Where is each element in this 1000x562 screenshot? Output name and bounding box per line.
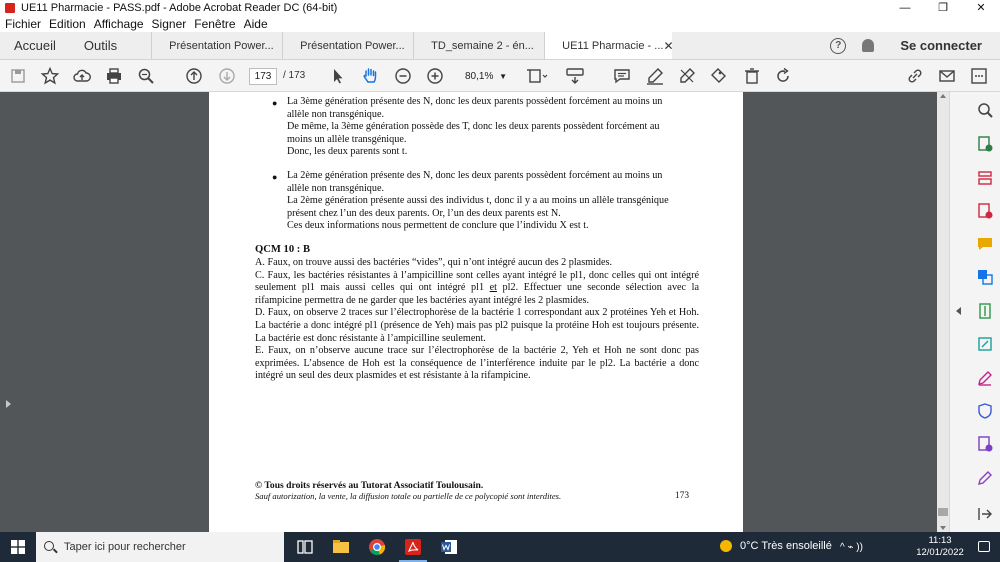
help-icon[interactable]: ? <box>830 38 846 54</box>
text-line: La 3ème génération présente des N, donc les deux parents possèdent forcément au moins un <box>287 96 663 107</box>
answer-a: A. Faux, on trouve aussi des bactéries “vides”, qui n’ont intégré aucun des 2 plasmides. <box>255 257 613 268</box>
menu-file[interactable]: Fichier <box>5 17 42 31</box>
tab-document-2[interactable]: Présentation Power... <box>282 32 413 59</box>
window-title: UE11 Pharmacie - PASS.pdf - Adobe Acrobat Reader DC (64-bit) <box>21 2 338 14</box>
text-line: allèle non transgénique. <box>287 182 385 194</box>
answer-d: D. Faux, on observe 2 traces sur l’électrophorèse de la bactérie 1 correspondant aux 2 protéines Yeh et Hoh. La bactérie a donc intégré pl1 (présence de Yeh) mais pas pl2 puisque la protéine Hoh est toujours présente. La bactérie est donc résistante à l’ampicilline seulement. <box>255 307 699 344</box>
menu-window[interactable]: Fenêtre <box>194 17 236 31</box>
text-line: La 2ème génération présente aussi des individus t, donc il y a au moins un allèle transgénique <box>287 195 669 207</box>
rotate-icon[interactable] <box>774 67 792 85</box>
tab-tools[interactable]: Outils <box>83 38 118 53</box>
left-gutter <box>0 92 209 532</box>
vertical-scrollbar[interactable] <box>937 92 949 532</box>
highlight-pen-icon[interactable] <box>646 67 664 85</box>
weather-text: 0°C Très ensoleillé <box>740 540 832 552</box>
scroll-down-icon[interactable] <box>940 526 946 530</box>
menu-view[interactable]: Affichage <box>93 17 144 31</box>
chevron-down-icon: ▼ <box>499 72 507 81</box>
tab-home[interactable]: Accueil <box>14 38 56 53</box>
answer-c: C. Faux, les bactéries résistantes à l’ampicilline sont celles ayant intégré le pl1, donc celles qui ont intégré seulement pl1 mais aussi celles qui ont intégré pl1 et pl2. Effectuer une seconde sélection avec la rifampicine permettra de ne garder que les bactéries ayant intégré les 2 plasmides. <box>255 269 699 306</box>
toolbar <box>0 60 1000 92</box>
combine-files-icon[interactable] <box>977 269 993 285</box>
find-zoom-icon[interactable] <box>137 67 155 85</box>
chrome-icon[interactable] <box>368 538 386 556</box>
windows-start-icon[interactable] <box>11 540 25 554</box>
text-line: présent chez l’un des deux parents. Or, l’un des deux parents est N. <box>287 207 561 219</box>
tab-document-1[interactable]: Présentation Power... <box>151 32 282 59</box>
bullet-marker: ● <box>272 172 278 182</box>
minimize-button[interactable]: — <box>899 2 911 14</box>
search-icon <box>44 541 54 551</box>
page-number: 173 <box>675 491 690 501</box>
system-tray[interactable]: ^ ⌁ )) <box>840 542 863 553</box>
upload-cloud-icon[interactable] <box>73 67 91 85</box>
zoom-out-icon[interactable] <box>394 67 412 85</box>
signin-button[interactable]: Se connecter <box>900 38 982 53</box>
answers-block <box>255 257 699 383</box>
search-zoom-icon[interactable] <box>977 102 993 118</box>
delete-icon[interactable] <box>743 67 761 85</box>
text-line: Ces deux informations nous permettent de conclure que l’individu X est t. <box>287 220 589 232</box>
tab-document-active[interactable] <box>544 32 672 59</box>
file-explorer-icon[interactable] <box>332 538 350 556</box>
share-link-icon[interactable] <box>906 67 924 85</box>
bullet-paragraph-2 <box>287 170 699 233</box>
menu-help[interactable]: Aide <box>243 17 268 31</box>
right-tools-pane <box>949 92 1000 532</box>
zoom-level-select[interactable] <box>455 68 513 85</box>
close-button[interactable]: ✕ <box>976 2 986 14</box>
weather-widget[interactable] <box>720 540 832 552</box>
tab-document-active-label: UE11 Pharmacie - ... <box>562 39 664 52</box>
menu-sign[interactable]: Signer <box>151 17 187 31</box>
expand-pane-arrow-icon[interactable] <box>977 506 993 522</box>
clock[interactable] <box>910 535 970 559</box>
word-icon[interactable] <box>440 538 458 556</box>
clock-time: 11:13 <box>928 535 952 546</box>
bullet-paragraph-1 <box>287 96 699 159</box>
comment-icon[interactable] <box>613 67 631 85</box>
bell-icon[interactable] <box>862 39 874 52</box>
text-line: Donc, les deux parents sont t. <box>287 146 408 158</box>
qcm-heading: QCM 10 : B <box>255 244 311 255</box>
expand-left-pane-icon[interactable] <box>6 400 11 408</box>
save-icon[interactable] <box>10 67 26 85</box>
title-bar <box>0 0 1000 16</box>
compress-pdf-icon[interactable] <box>977 303 993 319</box>
more-tools-pen-icon[interactable] <box>977 470 993 486</box>
scroll-up-icon[interactable] <box>940 94 946 98</box>
edit-pdf-icon[interactable] <box>977 336 993 352</box>
answer-e: E. Faux, on n’observe aucune trace sur l’électrophorèse de la bactérie 2, Yeh et Hoh ne sont donc pas exprimées. L’absence de Hoh est la conséquence de l’interférence induite par le pl2. La bactérie a donc intégré un seul des deux plasmides et est résistante à la rifampicine. <box>255 345 699 382</box>
fill-sign-icon[interactable] <box>977 370 993 386</box>
taskbar <box>0 532 1000 562</box>
comment-tool-icon[interactable] <box>977 236 993 252</box>
select-cursor-icon[interactable] <box>330 67 346 85</box>
page-total: / 173 <box>283 70 306 81</box>
stamp-icon[interactable] <box>709 67 727 85</box>
previous-page-icon[interactable] <box>185 67 203 85</box>
more-tools-icon[interactable] <box>970 67 988 85</box>
zoom-in-icon[interactable] <box>426 67 444 85</box>
hand-tool-icon[interactable] <box>360 67 380 85</box>
send-for-review-icon[interactable] <box>977 436 993 452</box>
bullet-marker: ● <box>272 98 278 108</box>
pdf-page <box>209 92 743 532</box>
text-line: allèle non transgénique. <box>287 108 385 120</box>
page-fit-icon[interactable] <box>527 67 549 85</box>
clock-date: 12/01/2022 <box>916 547 964 558</box>
page-number-input[interactable]: 173 <box>249 68 277 85</box>
draw-signature-icon[interactable] <box>678 67 696 85</box>
star-icon[interactable] <box>41 67 59 85</box>
create-pdf-icon[interactable] <box>977 203 993 219</box>
acrobat-icon <box>5 3 15 13</box>
keyboard-scroll-icon[interactable] <box>565 67 585 85</box>
next-page-icon[interactable] <box>218 67 236 85</box>
print-icon[interactable] <box>105 67 123 85</box>
zoom-level-value: 80,1% <box>465 71 494 82</box>
organize-pages-icon[interactable] <box>977 170 993 186</box>
acrobat-reader-icon[interactable] <box>404 538 422 556</box>
text-line: La 2ème génération présente des N, donc les deux parents possèdent forcément au moins un <box>287 170 663 181</box>
task-view-icon[interactable] <box>296 538 314 556</box>
text-line: moins un allèle transgénique. <box>287 133 407 145</box>
footer-notice: Sauf autorization, la vente, la diffusion totale ou partielle de ce polycopié sont interdites. <box>255 491 562 501</box>
scroll-thumb[interactable] <box>938 508 948 516</box>
protect-shield-icon[interactable] <box>977 403 993 419</box>
text-line: De même, la 3ème génération possède des T, donc les deux parents possèdent forcément au <box>287 121 660 133</box>
collapse-pane-icon[interactable] <box>956 307 961 315</box>
email-icon[interactable] <box>938 67 956 85</box>
tab-close-icon[interactable]: ✕ <box>663 38 674 53</box>
footer-copyright: © Tous droits réservés au Tutorat Associatif Toulousain. <box>255 480 484 491</box>
right-gutter <box>743 92 937 532</box>
menu-edit[interactable]: Edition <box>49 17 86 31</box>
menu-bar <box>0 16 1000 32</box>
export-pdf-icon[interactable] <box>977 136 993 152</box>
taskbar-search-placeholder: Taper ici pour rechercher <box>64 541 186 553</box>
tab-document-3[interactable]: TD_semaine 2 - én... <box>413 32 544 59</box>
taskbar-search[interactable] <box>36 532 284 562</box>
notification-icon[interactable] <box>978 541 990 552</box>
maximize-button[interactable]: ❐ <box>938 2 948 14</box>
sun-icon <box>720 540 732 552</box>
tab-bar <box>0 32 1000 60</box>
